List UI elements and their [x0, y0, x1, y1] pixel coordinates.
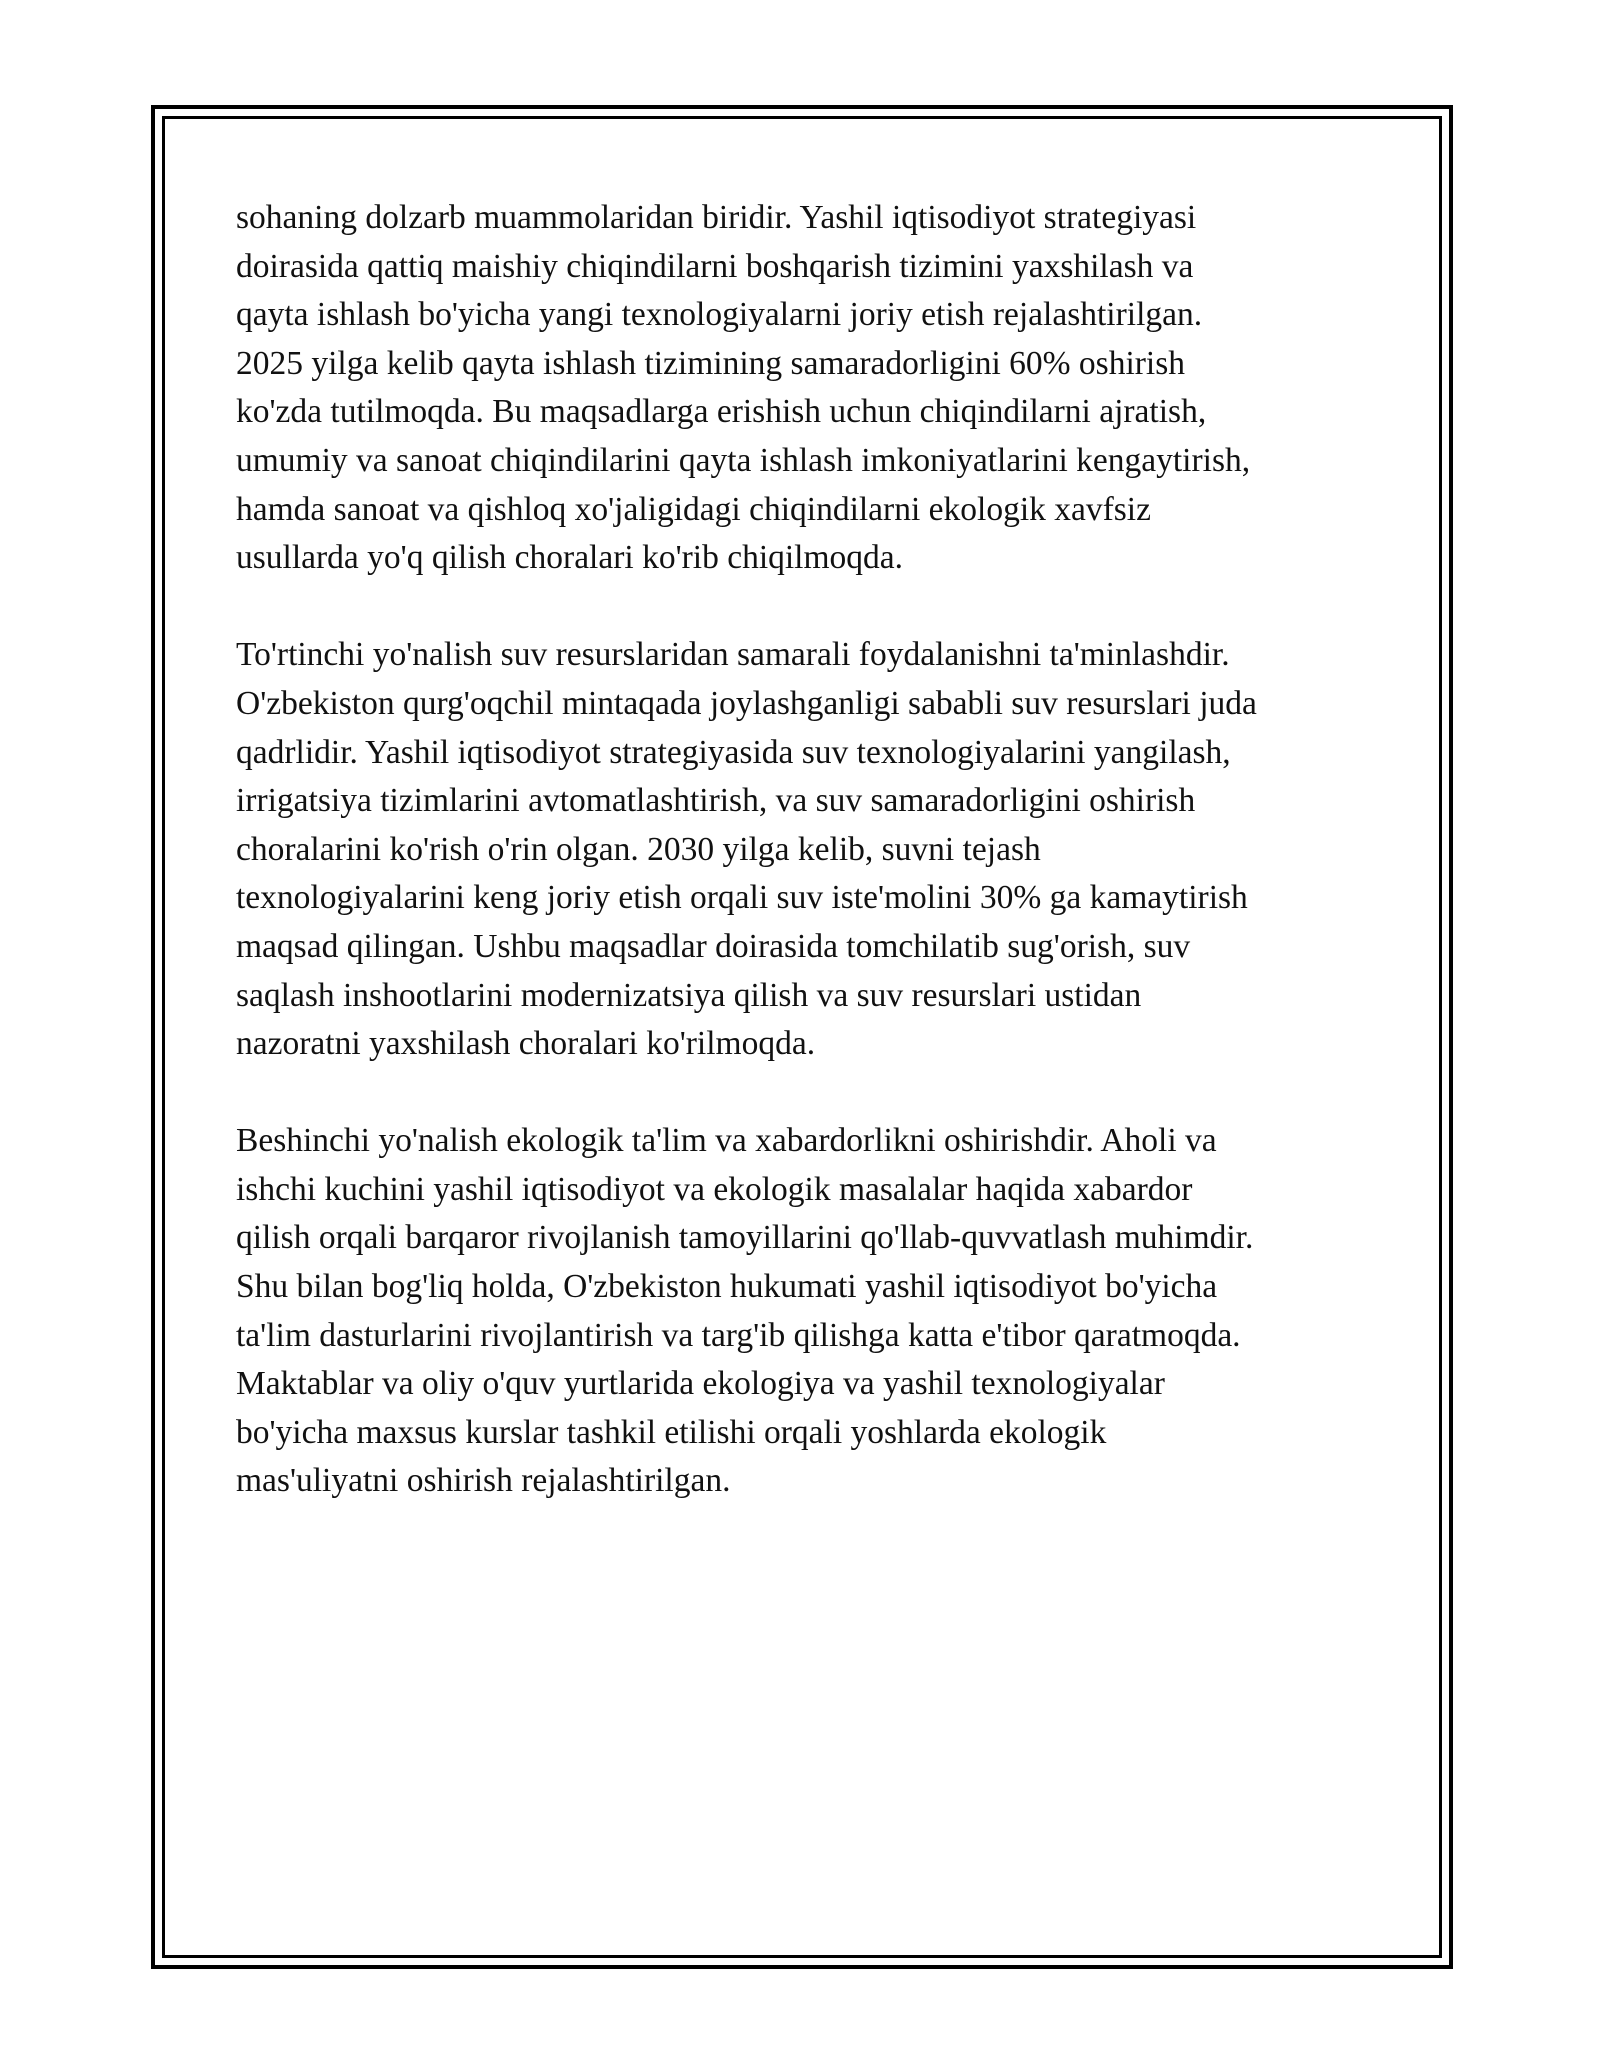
- paragraph-water-resources: [236, 631, 1376, 1068]
- text-line: ta'lim dasturlarini rivojlantirish va targ'ib qilishga katta e'tibor qaratmoqda.: [236, 1316, 1241, 1354]
- paragraph-ecological-education: [236, 1117, 1376, 1506]
- paragraph-waste-management: [236, 194, 1376, 583]
- text-line: mas'uliyatni oshirish rejalashtirilgan.: [236, 1462, 731, 1500]
- text-line: sohaning dolzarb muammolaridan biridir. Yashil iqtisodiyot strategiyasi: [236, 199, 1197, 236]
- text-line: Beshinchi yo'nalish ekologik ta'lim va xabardorlikni oshirishdir. Aholi va: [236, 1122, 1217, 1160]
- text-line: choralarini ko'rish o'rin olgan. 2030 yilga kelib, suvni tejash: [236, 830, 1041, 868]
- text-line: qayta ishlash bo'yicha yangi texnologiyalarni joriy etish rejalashtirilgan.: [236, 296, 1203, 334]
- page-border-outer: [151, 105, 1453, 1969]
- text-line: ishchi kuchini yashil iqtisodiyot va ekologik masalalar haqida xabardor: [236, 1170, 1193, 1208]
- text-line: qadrlidir. Yashil iqtisodiyot strategiyasida suv texnologiyalarini yangilash,: [236, 733, 1231, 771]
- text-line: O'zbekiston qurg'oqchil mintaqada joylashganligi sababli suv resurslari juda: [236, 684, 1257, 722]
- text-line: usullarda yo'q qilish choralari ko'rib chiqilmoqda.: [236, 539, 904, 577]
- text-line: maqsad qilingan. Ushbu maqsadlar doirasida tomchilatib sug'orish, suv: [236, 927, 1191, 965]
- text-line: 2025 yilga kelib qayta ishlash tizimining samaradorligini 60% oshirish: [236, 344, 1186, 382]
- text-line: hamda sanoat va qishloq xo'jaligidagi chiqindilarni ekologik xavfsiz: [236, 490, 1151, 528]
- document-body: [236, 194, 1376, 1555]
- text-line: umumiy va sanoat chiqindilarini qayta ishlash imkoniyatlarini kengaytirish,: [236, 441, 1251, 479]
- text-line: Shu bilan bog'liq holda, O'zbekiston hukumati yashil iqtisodiyot bo'yicha: [236, 1268, 1218, 1306]
- text-line: ko'zda tutilmoqda. Bu maqsadlarga erishish uchun chiqindilarni ajratish,: [236, 393, 1207, 431]
- text-line: nazoratni yaxshilash choralari ko'rilmoqda.: [236, 1025, 816, 1063]
- text-line: Maktablar va oliy o'quv yurtlarida ekologiya va yashil texnologiyalar: [236, 1365, 1165, 1403]
- text-line: To'rtinchi yo'nalish suv resurslaridan samarali foydalanishni ta'minlashdir.: [236, 636, 1230, 674]
- text-line: irrigatsiya tizimlarini avtomatlashtirish, va suv samaradorligini oshirish: [236, 782, 1196, 820]
- text-line: saqlash inshootlarini modernizatsiya qilish va suv resurslari ustidan: [236, 976, 1142, 1014]
- text-line: bo'yicha maxsus kurslar tashkil etilishi orqali yoshlarda ekologik: [236, 1413, 1107, 1451]
- text-line: qilish orqali barqaror rivojlanish tamoyillarini qo'llab-quvvatlash muhimdir.: [236, 1219, 1254, 1257]
- text-line: doirasida qattiq maishiy chiqindilarni boshqarish tizimini yaxshilash va: [236, 247, 1194, 285]
- text-line: texnologiyalarini keng joriy etish orqali suv iste'molini 30% ga kamaytirish: [236, 879, 1248, 917]
